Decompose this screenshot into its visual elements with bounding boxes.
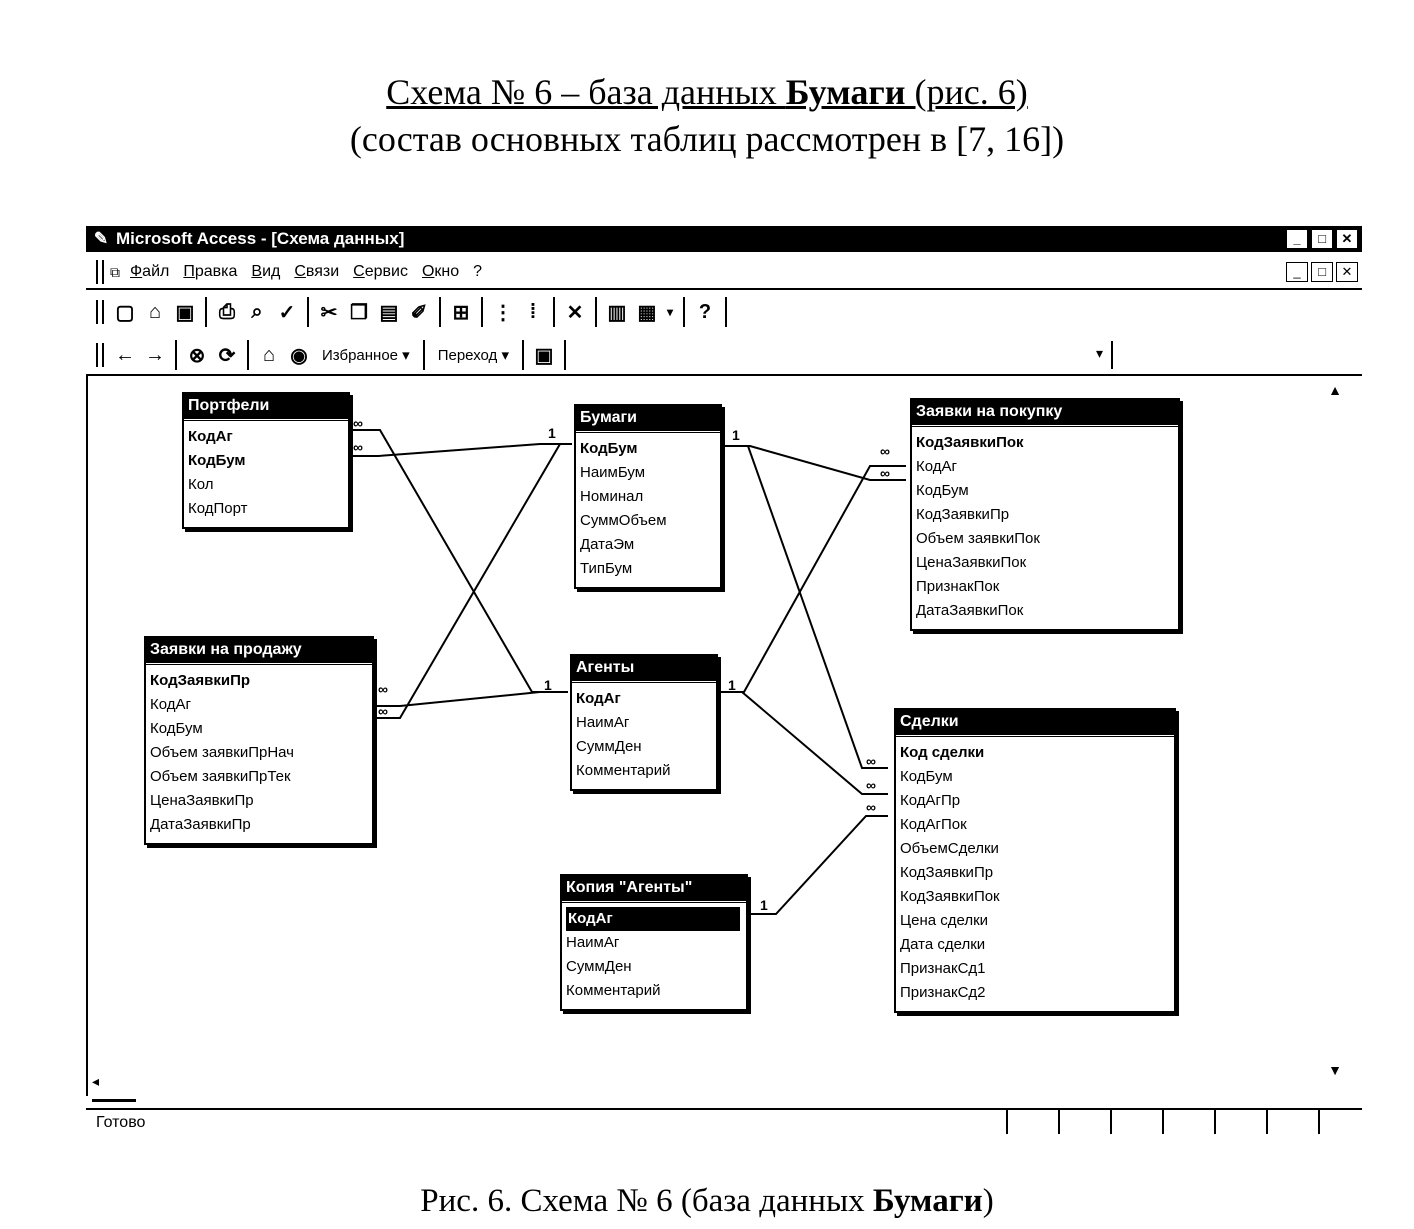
status-bar: [86, 1108, 1362, 1140]
rel-many-label: ∞: [880, 443, 890, 459]
field[interactable]: КодАг: [576, 690, 621, 707]
cut-icon[interactable]: ✂: [320, 301, 338, 324]
heading-db-name: Бумаги: [785, 72, 906, 112]
field[interactable]: КодЗаявкиПр: [150, 672, 251, 689]
status-pane: [1162, 1110, 1210, 1134]
menu-view[interactable]: Вид: [251, 263, 281, 280]
database-window-icon[interactable]: ▥: [607, 301, 627, 324]
table-title[interactable]: Сделки: [896, 710, 1174, 734]
table-zayavki-prodazha[interactable]: [144, 636, 374, 845]
table-title[interactable]: Портфели: [184, 394, 348, 418]
status-pane: [1058, 1110, 1106, 1134]
rel-many-label: ∞: [353, 415, 363, 431]
rel-one-label: 1: [548, 425, 556, 441]
menu-tools[interactable]: Сервис: [353, 263, 408, 280]
scroll-up-icon[interactable]: ▲: [1328, 382, 1342, 398]
caption-suffix: ): [982, 1183, 994, 1219]
scroll-left-icon[interactable]: ◂: [92, 1073, 136, 1102]
status-pane: [1110, 1110, 1158, 1134]
field[interactable]: ПризнакСд2: [900, 984, 986, 1001]
rel-one-label: 1: [760, 897, 768, 913]
rel-one-label: 1: [732, 427, 740, 443]
status-pane: [1006, 1110, 1054, 1134]
menu-window[interactable]: Окно: [421, 263, 460, 280]
caption-db-name: Бумаги: [872, 1183, 983, 1219]
status-pane: [1266, 1110, 1314, 1134]
menu-relationships[interactable]: Связи: [294, 263, 340, 280]
field[interactable]: Код сделки: [900, 744, 985, 761]
field[interactable]: Номинал: [580, 488, 644, 505]
field[interactable]: ЦенаЗаявкиПок: [916, 554, 1027, 571]
field[interactable]: Комментарий: [576, 762, 671, 779]
field[interactable]: КодБум: [188, 452, 246, 469]
forward-arrow-icon[interactable]: →: [145, 343, 165, 366]
status-pane: [1318, 1110, 1366, 1134]
print-preview-icon[interactable]: ⌕: [251, 300, 263, 323]
field[interactable]: ДатаЗаявкиПр: [150, 816, 251, 833]
rel-many-label: ∞: [866, 777, 876, 793]
field[interactable]: СуммДен: [576, 738, 642, 755]
table-portfeli[interactable]: [182, 392, 350, 529]
search-web-icon[interactable]: ◉: [290, 344, 308, 367]
rel-kopiya-sdelki: [748, 816, 888, 914]
table-title[interactable]: Заявки на продажу: [146, 638, 372, 662]
field[interactable]: КодЗаявкиПок: [916, 434, 1024, 451]
field[interactable]: Объем заявкиПрТек: [150, 768, 291, 785]
field[interactable]: КодЗаявкиПок: [900, 888, 1000, 905]
scroll-down-icon[interactable]: ▼: [1328, 1062, 1342, 1078]
stop-icon[interactable]: ⊗: [188, 344, 206, 367]
figure-subheading: (состав основных таблиц рассмотрен в [7, 16]): [349, 119, 1065, 159]
delete-icon[interactable]: ✕: [566, 301, 584, 324]
field[interactable]: КодАгПок: [900, 816, 967, 833]
field[interactable]: КодАгПр: [900, 792, 961, 809]
table-bumagi[interactable]: [574, 404, 722, 589]
close-button[interactable]: ✕: [1336, 229, 1358, 249]
rel-portfeli-agenty: [350, 430, 568, 692]
table-zayavki-pokupka[interactable]: [910, 398, 1180, 631]
field[interactable]: КодЗаявкиПр: [916, 506, 1010, 523]
new-object-dropdown-icon[interactable]: ▾: [666, 305, 674, 319]
field[interactable]: КодЗаявкиПр: [900, 864, 994, 881]
rel-many-label: ∞: [880, 465, 890, 481]
doc-restore-button[interactable]: □: [1311, 262, 1333, 282]
rel-many-label: ∞: [866, 799, 876, 815]
field[interactable]: ТипБум: [580, 560, 633, 577]
menu-help[interactable]: ?: [473, 263, 483, 280]
rel-agenty-zprod: [374, 692, 568, 706]
rel-many-label: ∞: [378, 681, 388, 697]
table-kopiya-agenty[interactable]: [560, 874, 748, 1011]
field[interactable]: КодАг: [916, 458, 957, 475]
field[interactable]: КодБум: [900, 768, 953, 785]
status-panes: [1006, 1110, 1370, 1134]
field[interactable]: КодБум: [916, 482, 969, 499]
rel-many-label: ∞: [866, 753, 876, 769]
rel-agenty-zpok: [718, 466, 906, 692]
copy-icon[interactable]: ❐: [350, 301, 368, 324]
show-direct-relationships-icon[interactable]: ⋮: [493, 301, 513, 324]
heading-suffix: (рис. 6): [905, 72, 1028, 112]
field-selected[interactable]: КодАг: [566, 907, 740, 931]
doc-close-button[interactable]: ✕: [1336, 262, 1358, 282]
show-all-relationships-icon[interactable]: ⁞: [529, 300, 537, 323]
table-title[interactable]: Копия "Агенты": [562, 876, 746, 900]
help-icon[interactable]: ?: [698, 300, 712, 323]
heading-prefix: Схема № 6 – база данных: [386, 72, 786, 112]
minimize-button[interactable]: _: [1286, 229, 1308, 249]
field[interactable]: ЦенаЗаявкиПр: [150, 792, 254, 809]
table-title[interactable]: Заявки на покупку: [912, 400, 1178, 424]
field[interactable]: КодБум: [150, 720, 203, 737]
doc-minimize-button[interactable]: _: [1286, 262, 1308, 282]
address-dropdown-icon[interactable]: ▾: [1095, 345, 1103, 361]
field[interactable]: Комментарий: [566, 982, 661, 999]
field[interactable]: Кол: [188, 476, 214, 493]
field[interactable]: НаимБум: [580, 464, 646, 481]
new-object-icon[interactable]: ▦: [637, 301, 657, 324]
field[interactable]: ДатаЭм: [580, 536, 635, 553]
rel-bumagi-zprod: [374, 444, 572, 718]
table-title[interactable]: Бумаги: [576, 406, 720, 430]
status-pane: [1214, 1110, 1262, 1134]
rel-one-label: 1: [544, 677, 552, 693]
caption-prefix: Рис. 6. Схема № 6 (база данных: [420, 1183, 873, 1219]
table-title[interactable]: Агенты: [572, 656, 716, 680]
menu-file[interactable]: Файл: [130, 263, 170, 280]
field[interactable]: КодПорт: [188, 500, 248, 517]
field[interactable]: КодАг: [188, 428, 233, 445]
field[interactable]: КодАг: [150, 696, 191, 713]
home-icon[interactable]: ⌂: [262, 343, 276, 366]
open-folder-icon[interactable]: ⌂: [148, 300, 162, 323]
table-sdelki[interactable]: [894, 708, 1176, 1013]
field[interactable]: Объем заявкиПрНач: [150, 744, 294, 761]
rel-bumagi-sdelki: [722, 446, 888, 768]
refresh-icon[interactable]: ⟳: [218, 344, 236, 367]
access-app-icon: ✎: [93, 229, 109, 248]
rel-portfeli-bumagi: [350, 444, 572, 456]
back-arrow-icon[interactable]: ←: [115, 343, 135, 366]
field[interactable]: ПризнакСд1: [900, 960, 986, 977]
field[interactable]: НаимАг: [566, 934, 620, 951]
field[interactable]: СуммДен: [566, 958, 632, 975]
menu-edit[interactable]: Правка: [183, 263, 238, 280]
show-only-web-toolbar-icon[interactable]: ▣: [534, 344, 554, 367]
status-text: Готово: [96, 1114, 146, 1131]
save-icon[interactable]: ▣: [175, 301, 195, 324]
window-title: Microsoft Access - [Схема данных]: [116, 229, 405, 248]
field[interactable]: Дата сделки: [900, 936, 986, 953]
rel-agenty-sdelki: [718, 692, 888, 794]
print-icon[interactable]: ⎙: [219, 300, 235, 323]
relationship-window-icon[interactable]: ⧉: [110, 263, 120, 280]
field[interactable]: СуммОбъем: [580, 512, 667, 529]
field[interactable]: ДатаЗаявкиПок: [916, 602, 1024, 619]
spelling-icon[interactable]: ✓: [278, 301, 296, 324]
field[interactable]: Объем заявкиПок: [916, 530, 1040, 547]
field[interactable]: Цена сделки: [900, 912, 989, 929]
figure-caption: [0, 1183, 1414, 1220]
maximize-button[interactable]: □: [1311, 229, 1333, 249]
favorites-dropdown[interactable]: Избранное ▾: [322, 347, 410, 364]
field[interactable]: ОбъемСделки: [900, 840, 999, 857]
rel-many-label: ∞: [378, 703, 388, 719]
table-agenty[interactable]: [570, 654, 718, 791]
go-dropdown[interactable]: Переход ▾: [437, 347, 509, 364]
paste-icon[interactable]: ▤: [379, 301, 399, 324]
rel-many-label: ∞: [353, 439, 363, 455]
new-file-icon[interactable]: ▢: [115, 301, 135, 324]
field[interactable]: НаимАг: [576, 714, 630, 731]
field[interactable]: ПризнакПок: [916, 578, 1000, 595]
field[interactable]: КодБум: [580, 440, 638, 457]
show-table-icon[interactable]: ⊞: [452, 301, 470, 324]
format-painter-icon[interactable]: ✐: [410, 301, 428, 324]
rel-one-label: 1: [728, 677, 736, 693]
